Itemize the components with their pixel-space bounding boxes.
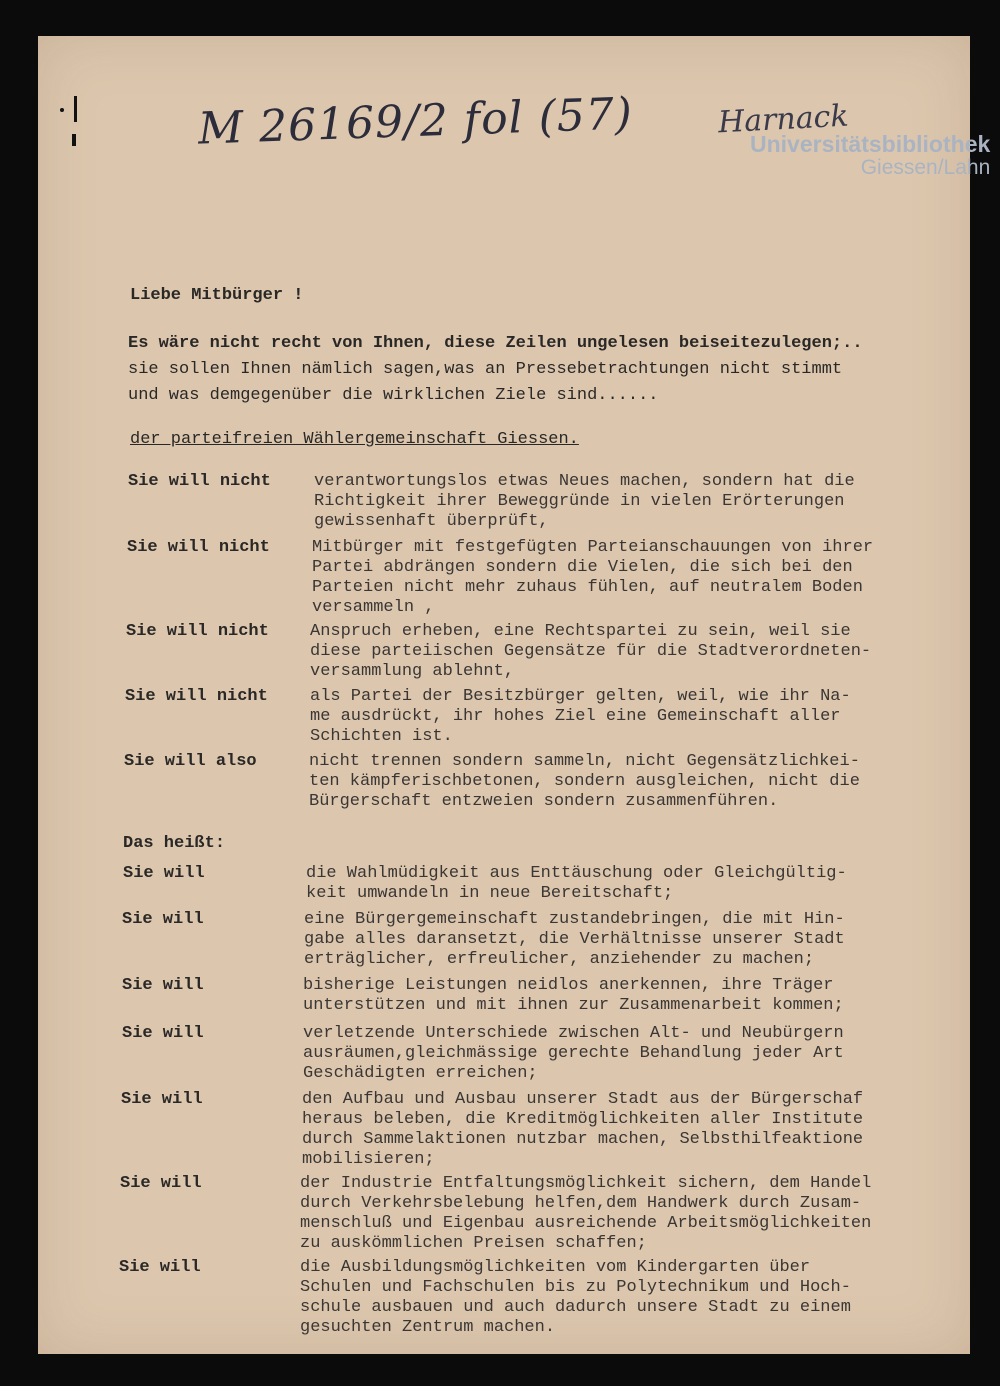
organization-name: der parteifreien Wählergemeinschaft Giessen. [130, 430, 579, 449]
item-line: verletzende Unterschiede zwischen Alt- und Neubürgern [303, 1024, 844, 1043]
item-text [303, 1024, 844, 1084]
item-line: Schulen und Fachschulen bis zu Polytechnikum und Hoch- [300, 1278, 851, 1297]
item-line: den Aufbau und Ausbau unserer Stadt aus der Bürgerschaf [302, 1090, 864, 1109]
item-line: heraus beleben, die Kreditmöglichkeiten aller Institute [302, 1110, 864, 1129]
stamp-line-1: Universitätsbibliothek [750, 131, 991, 157]
item-line: eine Bürgergemeinschaft zustandebringen, die mit Hin- [304, 910, 845, 929]
item-label: Sie will [122, 1024, 204, 1043]
item-line: erträglicher, erfreulicher, anziehender zu machen; [304, 950, 815, 969]
item-label: Sie will nicht [127, 538, 270, 557]
binding-mark [60, 108, 64, 112]
item-line: nicht trennen sondern sammeln, nicht Gegensätzlichkei- [309, 752, 860, 771]
item-line: menschluß und Eigenbau ausreichende Arbeitsmöglichkeiten [300, 1214, 872, 1233]
item-line: ausräumen,gleichmässige gerechte Behandlung jeder Art [303, 1044, 844, 1063]
salutation: Liebe Mitbürger ! [130, 286, 304, 305]
item-text [312, 538, 873, 618]
item-line: ten kämpferischbetonen, sondern ausgleichen, nicht die [309, 772, 860, 791]
intro-paragraph [128, 331, 863, 409]
item-text [302, 1090, 863, 1170]
item-text [303, 976, 844, 1016]
intro-line: und was demgegenüber die wirklichen Ziele sind...... [128, 386, 659, 405]
item-label: Sie will [122, 976, 204, 995]
item-line: gabe alles daransetzt, die Verhältnisse unserer Stadt [304, 930, 845, 949]
section-heading: Das heißt: [123, 834, 226, 853]
item-line: me ausdrückt, ihr hohes Ziel eine Gemeinschaft aller [310, 707, 841, 726]
item-label: Sie will nicht [126, 622, 269, 641]
item-text [306, 864, 847, 904]
item-line: durch Verkehrsbelebung helfen,dem Handwerk durch Zusam- [300, 1194, 862, 1213]
item-line: Anspruch erheben, eine Rechtspartei zu sein, weil sie [310, 622, 851, 641]
item-label: Sie will nicht [128, 472, 271, 491]
item-line: als Partei der Besitzbürger gelten, weil, wie ihr Na- [310, 687, 851, 706]
handwritten-signature: Harnack [717, 98, 850, 141]
item-line: mobilisieren; [302, 1150, 435, 1169]
item-line: zu auskömmlichen Preisen schaffen; [300, 1234, 647, 1253]
intro-line: sie sollen Ihnen nämlich sagen,was an Pressebetrachtungen nicht stimmt [128, 360, 843, 379]
item-line: Mitbürger mit festgefügten Parteianschauungen von ihrer [312, 538, 874, 557]
item-label: Sie will [123, 864, 205, 883]
item-line: diese parteiischen Gegensätze für die Stadtverordneten- [310, 642, 872, 661]
item-line: Bürgerschaft entzweien sondern zusammenführen. [309, 792, 779, 811]
item-line: Partei abdrängen sondern die Vielen, die sich bei den [312, 558, 853, 577]
item-text [309, 752, 860, 812]
binding-mark [72, 134, 76, 146]
item-line: gewissenhaft überprüft, [314, 512, 549, 531]
item-line: bisherige Leistungen neidlos anerkennen, ihre Träger [303, 976, 834, 995]
stamp-line-2: Giessen/Lahn [860, 156, 991, 179]
item-label: Sie will nicht [125, 687, 268, 706]
item-line: verantwortungslos etwas Neues machen, sondern hat die [314, 472, 855, 491]
item-line: die Ausbildungsmöglichkeiten vom Kindergarten über [300, 1258, 811, 1277]
item-line: schule ausbauen und auch dadurch unsere Stadt zu einem [300, 1298, 851, 1317]
item-line: versammlung ablehnt, [310, 662, 515, 681]
item-line: unterstützen und mit ihnen zur Zusammenarbeit kommen; [303, 996, 844, 1015]
item-line: versammeln , [312, 598, 435, 617]
item-line: Geschädigten erreichen; [303, 1064, 538, 1083]
item-label: Sie will [121, 1090, 203, 1109]
item-text [310, 622, 871, 682]
item-text [314, 472, 855, 532]
item-label: Sie will [120, 1174, 202, 1193]
binding-mark [74, 96, 77, 122]
item-label: Sie will also [124, 752, 257, 771]
item-line: die Wahlmüdigkeit aus Enttäuschung oder Gleichgültig- [306, 864, 847, 883]
item-line: Parteien nicht mehr zuhaus fühlen, auf neutralem Boden [312, 578, 863, 597]
handwritten-shelfmark: M 26169/2 fol (57) [197, 88, 634, 155]
item-line: der Industrie Entfaltungsmöglichkeit sichern, dem Handel [300, 1174, 872, 1193]
intro-line: Es wäre nicht recht von Ihnen, diese Zeilen ungelesen beiseitezulegen;.. [128, 334, 863, 353]
item-text [310, 687, 851, 747]
item-line: durch Sammelaktionen nutzbar machen, Selbsthilfeaktione [302, 1130, 864, 1149]
item-label: Sie will [122, 910, 204, 929]
item-line: Richtigkeit ihrer Beweggründe in vielen Erörterungen [314, 492, 845, 511]
item-text [300, 1258, 851, 1338]
document-page [38, 36, 991, 1354]
item-label: Sie will [119, 1258, 201, 1277]
item-text [300, 1174, 871, 1254]
item-line: gesuchten Zentrum machen. [300, 1318, 556, 1337]
item-line: keit umwandeln in neue Bereitschaft; [306, 884, 674, 903]
item-text [304, 910, 845, 970]
library-stamp [750, 132, 990, 180]
item-line: Schichten ist. [310, 727, 453, 746]
